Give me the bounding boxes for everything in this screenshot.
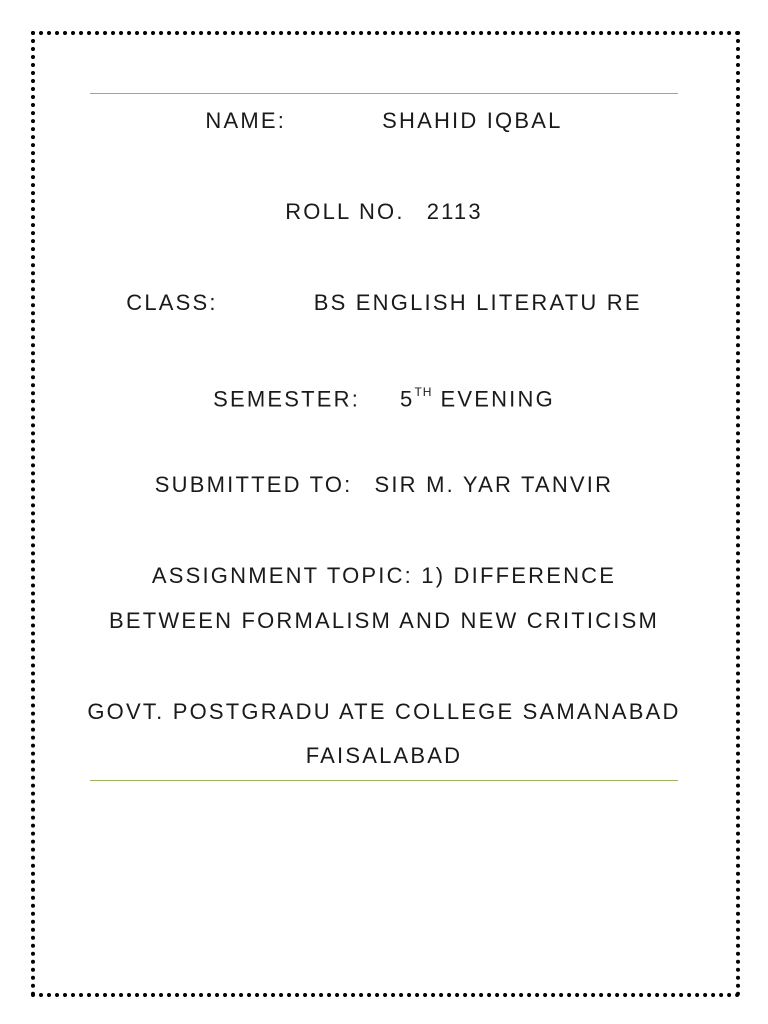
semester-value: EVENING bbox=[440, 386, 555, 412]
page-border bbox=[31, 31, 740, 997]
semester-number: 5 bbox=[400, 386, 415, 412]
college-line-2: FAISALABAD bbox=[305, 743, 463, 768]
top-rule bbox=[90, 93, 678, 94]
class-value: BS ENGLISH LITERATU RE bbox=[313, 290, 642, 315]
roll-row bbox=[0, 197, 768, 227]
bottom-rule bbox=[90, 780, 678, 781]
submitted-value: SIR M. YAR TANVIR bbox=[374, 472, 614, 497]
topic-line-1: ASSIGNMENT TOPIC: 1) DIFFERENCE bbox=[151, 563, 617, 588]
topic-line-2: BETWEEN FORMALISM AND NEW CRITICISM bbox=[108, 608, 660, 633]
name-label: NAME: bbox=[205, 108, 287, 133]
semester-label: SEMESTER: bbox=[213, 386, 361, 412]
college-line-1: GOVT. POSTGRADU ATE COLLEGE SAMANABAD bbox=[87, 699, 681, 724]
submitted-row bbox=[0, 470, 768, 500]
semester-row bbox=[0, 379, 768, 414]
name-row bbox=[0, 106, 768, 136]
name-value: SHAHID IQBAL bbox=[382, 108, 563, 133]
roll-value: 2113 bbox=[426, 199, 483, 224]
class-label: CLASS: bbox=[126, 290, 218, 315]
roll-label: ROLL NO. bbox=[285, 199, 405, 224]
submitted-label: SUBMITTED TO: bbox=[154, 472, 353, 497]
semester-suffix: TH bbox=[414, 385, 433, 399]
class-row bbox=[0, 288, 768, 318]
